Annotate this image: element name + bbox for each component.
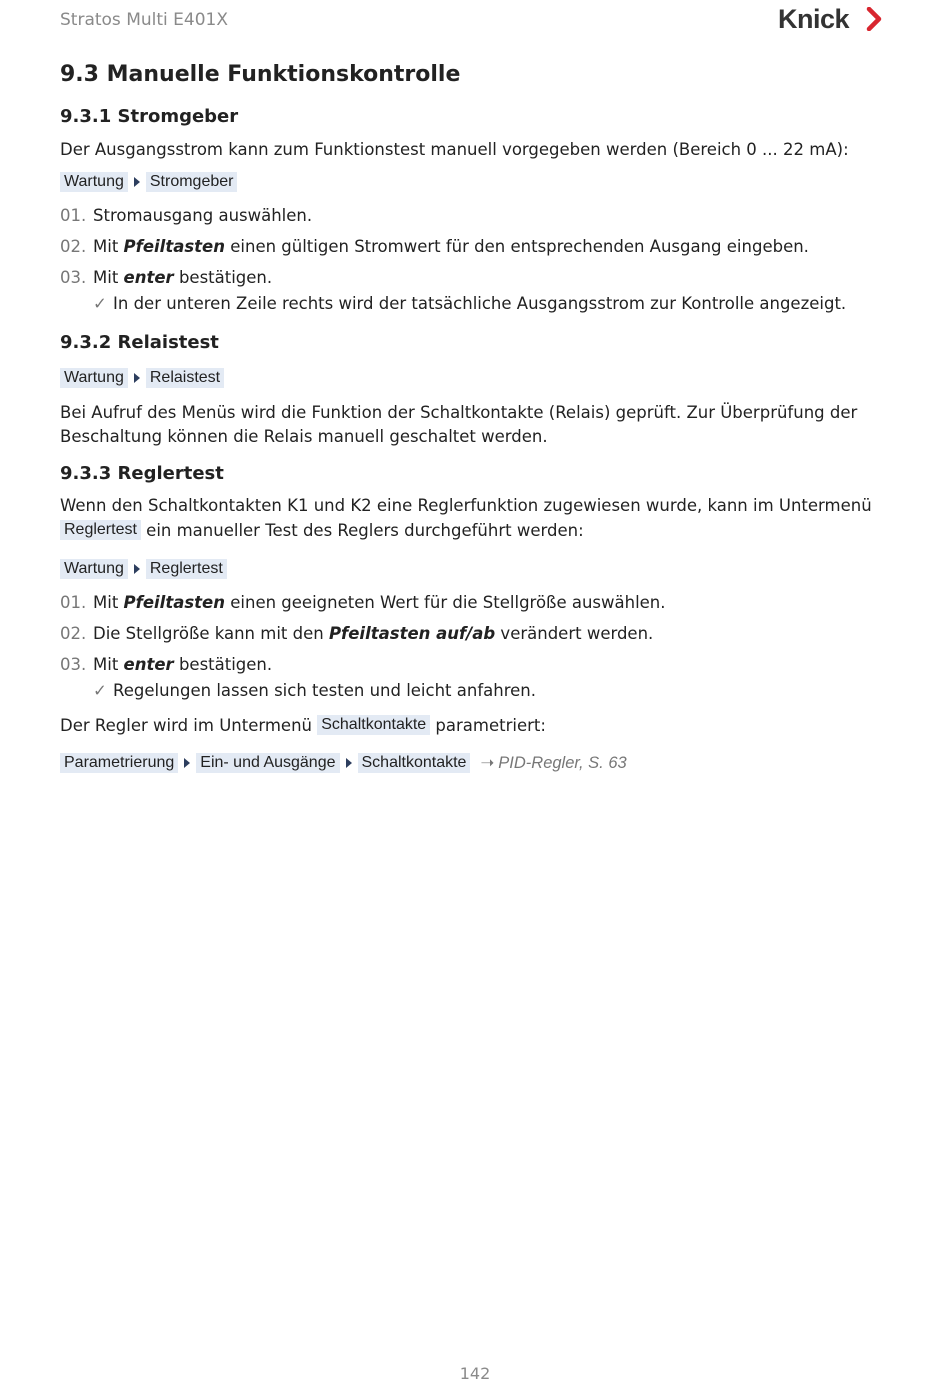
menu-arrow-icon — [134, 564, 140, 574]
subsection-title-reglertest: 9.3.3 Reglertest — [60, 463, 224, 484]
emphasis: Pfeiltasten auf/ab — [328, 624, 496, 643]
step-item: 03. Mit enter bestätigen. — [60, 655, 273, 674]
knick-logo — [778, 4, 883, 34]
step-item: 01. Stromausgang auswählen. — [60, 206, 313, 225]
menu-arrow-icon — [134, 177, 140, 187]
emphasis: enter — [123, 655, 174, 674]
subsection-title-relaistest: 9.3.2 Relaistest — [60, 332, 219, 353]
step-result: ✓ In der unteren Zeile rechts wird der tatsächliche Ausgangsstrom zur Kontrolle angezeigt. — [93, 294, 847, 313]
step-item: 02. Mit Pfeiltasten einen gültigen Stromwert für den entsprechenden Ausgang eingeben. — [60, 237, 809, 256]
emphasis: enter — [123, 268, 174, 287]
relaistest-text: Bei Aufruf des Menüs wird die Funktion der Schaltkontakte (Relais) geprüft. Zur Überprüfung der Beschaltung können die Relais manuell geschaltet werden. — [60, 403, 858, 446]
checkmark-icon: ✓ — [93, 294, 107, 313]
inline-menu-tag: Schaltkontakte — [317, 715, 430, 735]
menu-tag: Relaistest — [146, 368, 224, 388]
section-title: 9.3 Manuelle Funktionskontrolle — [60, 62, 461, 87]
step-item: 01. Mit Pfeiltasten einen geeigneten Wert für die Stellgröße auswählen. — [60, 593, 666, 612]
menu-tag: Parametrierung — [60, 753, 178, 773]
inline-menu-tag: Reglertest — [60, 520, 141, 540]
reglertest-intro-line1: Wenn den Schaltkontakten K1 und K2 eine Reglerfunktion zugewiesen wurde, kann im Untermenü — [60, 496, 872, 515]
checkmark-icon: ✓ — [93, 681, 107, 700]
menu-tag: Reglertest — [146, 559, 227, 579]
menu-tag: Schaltkontakte — [358, 753, 471, 773]
document-header-product: Stratos Multi E401X — [60, 10, 228, 30]
menu-path-relaistest — [60, 368, 224, 388]
subsection-title-stromgeber: 9.3.1 Stromgeber — [60, 106, 239, 127]
step-result: ✓ Regelungen lassen sich testen und leicht anfahren. — [93, 681, 536, 700]
emphasis: Pfeiltasten — [123, 237, 225, 256]
parametrierung-note: Der Regler wird im Untermenü Schaltkontakte parametriert: — [60, 715, 546, 735]
logo-chevron-icon — [865, 7, 883, 31]
menu-path-stromgeber — [60, 172, 237, 192]
menu-tag: Ein- und Ausgänge — [196, 753, 339, 773]
menu-arrow-icon — [134, 373, 140, 383]
menu-path-parametrierung — [60, 753, 627, 773]
menu-tag: Stromgeber — [146, 172, 238, 192]
page-number: 142 — [459, 1364, 491, 1383]
menu-arrow-icon — [184, 758, 190, 768]
cross-reference-link[interactable]: ➝ PID-Regler, S. 63 — [480, 753, 627, 772]
emphasis: Pfeiltasten — [123, 593, 225, 612]
menu-tag: Wartung — [60, 172, 128, 192]
logo-text: Knick — [778, 3, 850, 34]
menu-tag: Wartung — [60, 559, 128, 579]
step-item: 03. Mit enter bestätigen. — [60, 268, 273, 287]
menu-path-reglertest — [60, 559, 227, 579]
menu-tag: Wartung — [60, 368, 128, 388]
menu-arrow-icon — [346, 758, 352, 768]
stromgeber-intro: Der Ausgangsstrom kann zum Funktionstest manuell vorgegeben werden (Bereich 0 ... 22 mA): — [60, 140, 849, 159]
reglertest-intro-line2: Reglertest ein manueller Test des Reglers durchgeführt werden: — [60, 520, 584, 540]
step-item: 02. Die Stellgröße kann mit den Pfeiltasten auf/ab verändert werden. — [60, 624, 654, 643]
arrow-right-icon: ➝ — [480, 754, 495, 772]
